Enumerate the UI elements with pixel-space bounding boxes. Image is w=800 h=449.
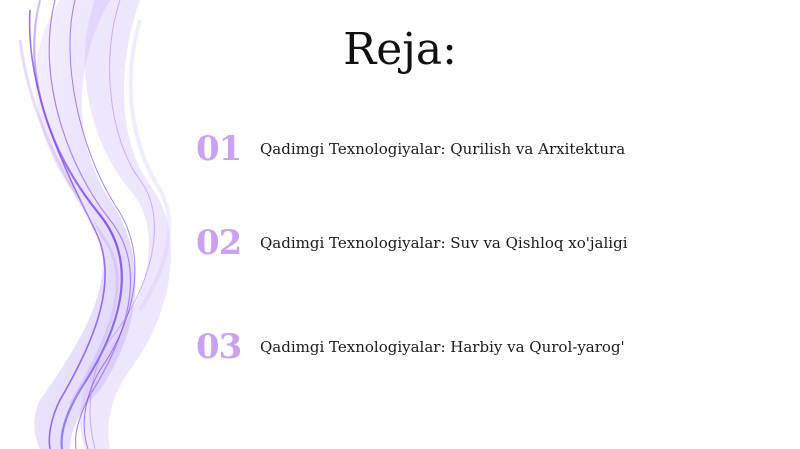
agenda-item-text: Qadimgi Texnologiyalar: Qurilish va Arxitektura xyxy=(260,140,626,158)
agenda-item-1 xyxy=(196,124,756,174)
agenda-item-3 xyxy=(196,322,756,372)
agenda-item-text: Qadimgi Texnologiyalar: Suv va Qishloq xo'jaligi xyxy=(260,234,628,252)
agenda-item-number: 02 xyxy=(196,223,242,263)
agenda-item-number: 03 xyxy=(196,327,242,367)
agenda-item-text: Qadimgi Texnologiyalar: Harbiy va Qurol-yarog' xyxy=(260,338,625,356)
purple-wave-ribbon-decoration xyxy=(0,0,200,449)
agenda-item-number: 01 xyxy=(196,129,242,169)
slide-title: Reja: xyxy=(343,24,457,75)
agenda-item-2 xyxy=(196,218,756,268)
